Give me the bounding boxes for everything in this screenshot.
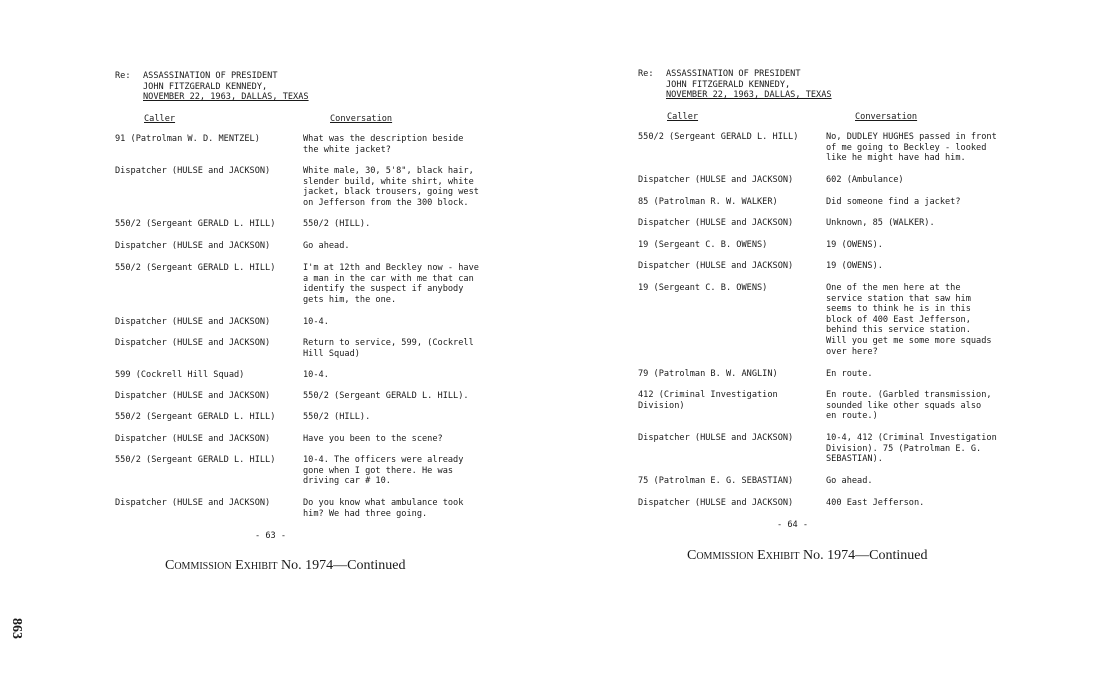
conversation-cell xyxy=(303,434,443,445)
caller-line: Dispatcher (HULSE and JACKSON) xyxy=(115,434,271,444)
caller-cell xyxy=(115,338,270,349)
re-line: ASSASSINATION OF PRESIDENT xyxy=(666,69,801,79)
caller-cell xyxy=(638,433,793,444)
conversation-header: Conversation xyxy=(855,112,918,122)
conversation-line: What was the description beside xyxy=(303,134,464,144)
conversation-line: gone when I got there. He was xyxy=(303,465,454,476)
caller-line: Division) xyxy=(638,400,685,411)
conversation-line: jacket, black trousers, going west xyxy=(303,187,479,198)
conversation-cell xyxy=(303,370,329,381)
caller-cell xyxy=(115,498,270,509)
caller-line: 599 (Cockrell Hill Squad) xyxy=(115,370,245,380)
caption-rest: No. 1974—Continued xyxy=(799,548,928,563)
conversation-cell xyxy=(303,412,370,423)
caller-line: Dispatcher (HULSE and JACKSON) xyxy=(115,241,271,251)
caller-line: 85 (Patrolman R. W. WALKER) xyxy=(638,197,778,207)
conversation-line: block of 400 East Jefferson, xyxy=(826,314,971,325)
caller-cell xyxy=(638,261,793,272)
conversation-line: gets him, the one. xyxy=(303,294,397,305)
conversation-cell xyxy=(303,166,479,208)
conversation-line: One of the men here at the xyxy=(826,283,961,293)
caller-cell xyxy=(638,240,767,251)
caller-line: Dispatcher (HULSE and JACKSON) xyxy=(115,166,271,176)
conversation-line: 19 (OWENS). xyxy=(826,240,883,250)
caller-cell xyxy=(638,132,798,143)
re-line: JOHN FITZGERALD KENNEDY, xyxy=(666,79,791,90)
conversation-cell xyxy=(303,317,329,328)
re-block xyxy=(115,71,375,105)
conversation-cell xyxy=(826,369,873,380)
conversation-line: White male, 30, 5'8", black hair, xyxy=(303,166,474,176)
conversation-line: No, DUDLEY HUGHES passed in front xyxy=(826,132,997,142)
conversation-cell xyxy=(826,197,961,208)
conversation-cell xyxy=(303,455,463,487)
conversation-line: like he might have had him. xyxy=(826,153,966,164)
caller-line: 550/2 (Sergeant GERALD L. HILL) xyxy=(115,455,276,465)
volume-page-number: 863 xyxy=(9,618,24,639)
caller-cell xyxy=(115,166,270,177)
conversation-header: Conversation xyxy=(330,114,393,124)
caller-line: Dispatcher (HULSE and JACKSON) xyxy=(115,317,271,327)
caller-line: Dispatcher (HULSE and JACKSON) xyxy=(115,338,271,348)
caller-line: 19 (Sergeant C. B. OWENS) xyxy=(638,240,768,250)
caller-cell xyxy=(638,369,778,380)
conversation-cell xyxy=(826,433,997,465)
conversation-line: Did someone find a jacket? xyxy=(826,197,961,207)
conversation-line: SEBASTIAN). xyxy=(826,454,883,465)
caption-prefix: Commission Exhibit xyxy=(165,558,278,573)
conversation-line: 400 East Jefferson. xyxy=(826,498,925,508)
conversation-line: sounded like other squads also xyxy=(826,400,982,411)
caller-line: 550/2 (Sergeant GERALD L. HILL) xyxy=(115,263,276,273)
caller-cell xyxy=(115,317,270,328)
caller-line: 19 (Sergeant C. B. OWENS) xyxy=(638,283,768,293)
caller-line: Dispatcher (HULSE and JACKSON) xyxy=(638,175,794,185)
conversation-line: En route. (Garbled transmission, xyxy=(826,390,992,400)
conversation-line: 550/2 (HILL). xyxy=(303,412,371,422)
conversation-cell xyxy=(826,261,883,272)
conversation-line: 10-4. xyxy=(303,370,329,380)
conversation-cell xyxy=(303,263,479,305)
caller-line: 550/2 (Sergeant GERALD L. HILL) xyxy=(638,132,799,142)
caller-line: 79 (Patrolman B. W. ANGLIN) xyxy=(638,369,778,379)
conversation-cell xyxy=(826,498,924,509)
conversation-line: service station that saw him xyxy=(826,293,971,304)
conversation-cell xyxy=(303,338,474,359)
re-line: JOHN FITZGERALD KENNEDY, xyxy=(143,81,268,92)
caller-line: Dispatcher (HULSE and JACKSON) xyxy=(638,261,794,271)
caller-cell xyxy=(115,263,275,274)
conversation-line: Go ahead. xyxy=(826,476,873,486)
conversation-line: identify the suspect if anybody xyxy=(303,284,464,295)
caller-cell xyxy=(115,434,270,445)
conversation-line: Return to service, 599, (Cockrell xyxy=(303,338,474,348)
exhibit-caption xyxy=(687,548,927,564)
caller-line: Dispatcher (HULSE and JACKSON) xyxy=(115,498,271,508)
conversation-line: 10-4. The officers were already xyxy=(303,455,464,465)
conversation-line: seems to think he is in this xyxy=(826,304,971,315)
conversation-line: over here? xyxy=(826,346,878,357)
exhibit-caption xyxy=(165,558,405,574)
conversation-line: 602 (Ambulance) xyxy=(826,175,904,185)
conversation-cell xyxy=(826,175,904,186)
conversation-cell xyxy=(303,134,463,155)
conversation-line: him? We had three going. xyxy=(303,508,428,519)
conversation-line: 10-4, 412 (Criminal Investigation xyxy=(826,433,997,443)
caller-cell xyxy=(115,391,270,402)
conversation-line: a man in the car with me that can xyxy=(303,273,474,284)
caller-line: 75 (Patrolman E. G. SEBASTIAN) xyxy=(638,476,794,486)
caller-cell xyxy=(638,175,793,186)
caller-cell xyxy=(638,390,778,411)
conversation-cell xyxy=(303,391,469,402)
conversation-line: driving car # 10. xyxy=(303,476,391,487)
conversation-line: en route.) xyxy=(826,411,878,422)
caller-line: 91 (Patrolman W. D. MENTZEL) xyxy=(115,134,260,144)
re-block xyxy=(638,69,898,103)
right-page xyxy=(547,0,1094,691)
conversation-line: behind this service station. xyxy=(826,325,971,336)
caller-cell xyxy=(115,412,275,423)
conversation-line: 10-4. xyxy=(303,317,329,327)
caller-line: Dispatcher (HULSE and JACKSON) xyxy=(115,391,271,401)
caller-line: Dispatcher (HULSE and JACKSON) xyxy=(638,218,794,228)
page-number: - 64 - xyxy=(777,520,809,530)
caller-cell xyxy=(115,134,260,145)
conversation-line: 550/2 (HILL). xyxy=(303,219,371,229)
conversation-line: Go ahead. xyxy=(303,241,350,251)
caller-cell xyxy=(115,370,244,381)
page-number: - 63 - xyxy=(255,531,287,541)
conversation-cell xyxy=(826,283,992,357)
caller-cell xyxy=(638,476,793,487)
conversation-line: 19 (OWENS). xyxy=(826,261,883,271)
conversation-line: Unknown, 85 (WALKER). xyxy=(826,218,935,228)
caller-cell xyxy=(115,241,270,252)
conversation-cell xyxy=(303,498,463,519)
caller-cell xyxy=(638,283,767,294)
conversation-line: I'm at 12th and Beckley now - have xyxy=(303,263,479,273)
conversation-line: the white jacket? xyxy=(303,144,391,155)
conversation-line: on Jefferson from the 300 block. xyxy=(303,197,469,208)
caller-cell xyxy=(638,197,778,208)
caption-prefix: Commission Exhibit xyxy=(687,548,800,563)
conversation-line: slender build, white shirt, white xyxy=(303,176,474,187)
conversation-cell xyxy=(826,390,992,422)
conversation-line: 550/2 (Sergeant GERALD L. HILL). xyxy=(303,391,469,401)
conversation-line: Division). 75 (Patrolman E. G. xyxy=(826,443,982,454)
caller-line: Dispatcher (HULSE and JACKSON) xyxy=(638,433,794,443)
re-line: NOVEMBER 22, 1963, DALLAS, TEXAS xyxy=(666,90,832,101)
caption-rest: No. 1974—Continued xyxy=(277,558,406,573)
re-line: NOVEMBER 22, 1963, DALLAS, TEXAS xyxy=(143,92,309,103)
conversation-line: En route. xyxy=(826,369,873,379)
conversation-cell xyxy=(826,218,935,229)
caller-line: 412 (Criminal Investigation xyxy=(638,390,778,400)
caller-line: 550/2 (Sergeant GERALD L. HILL) xyxy=(115,219,276,229)
conversation-cell xyxy=(826,240,883,251)
conversation-cell xyxy=(303,219,370,230)
conversation-line: Will you get me some more squads xyxy=(826,335,992,346)
caller-cell xyxy=(115,219,275,230)
caller-line: Dispatcher (HULSE and JACKSON) xyxy=(638,498,794,508)
conversation-cell xyxy=(826,132,997,164)
conversation-line: of me going to Beckley - looked xyxy=(826,142,987,153)
re-line: ASSASSINATION OF PRESIDENT xyxy=(143,71,278,81)
conversation-cell xyxy=(826,476,873,487)
caller-cell xyxy=(115,455,275,466)
conversation-line: Have you been to the scene? xyxy=(303,434,443,444)
caller-header: Caller xyxy=(667,112,699,122)
re-label: Re: xyxy=(638,69,654,79)
caller-cell xyxy=(638,498,793,509)
conversation-line: Do you know what ambulance took xyxy=(303,498,464,508)
re-label: Re: xyxy=(115,71,131,81)
caller-cell xyxy=(638,218,793,229)
caller-header: Caller xyxy=(144,114,176,124)
caller-line: 550/2 (Sergeant GERALD L. HILL) xyxy=(115,412,276,422)
conversation-line: Hill Squad) xyxy=(303,348,360,359)
conversation-cell xyxy=(303,241,350,252)
